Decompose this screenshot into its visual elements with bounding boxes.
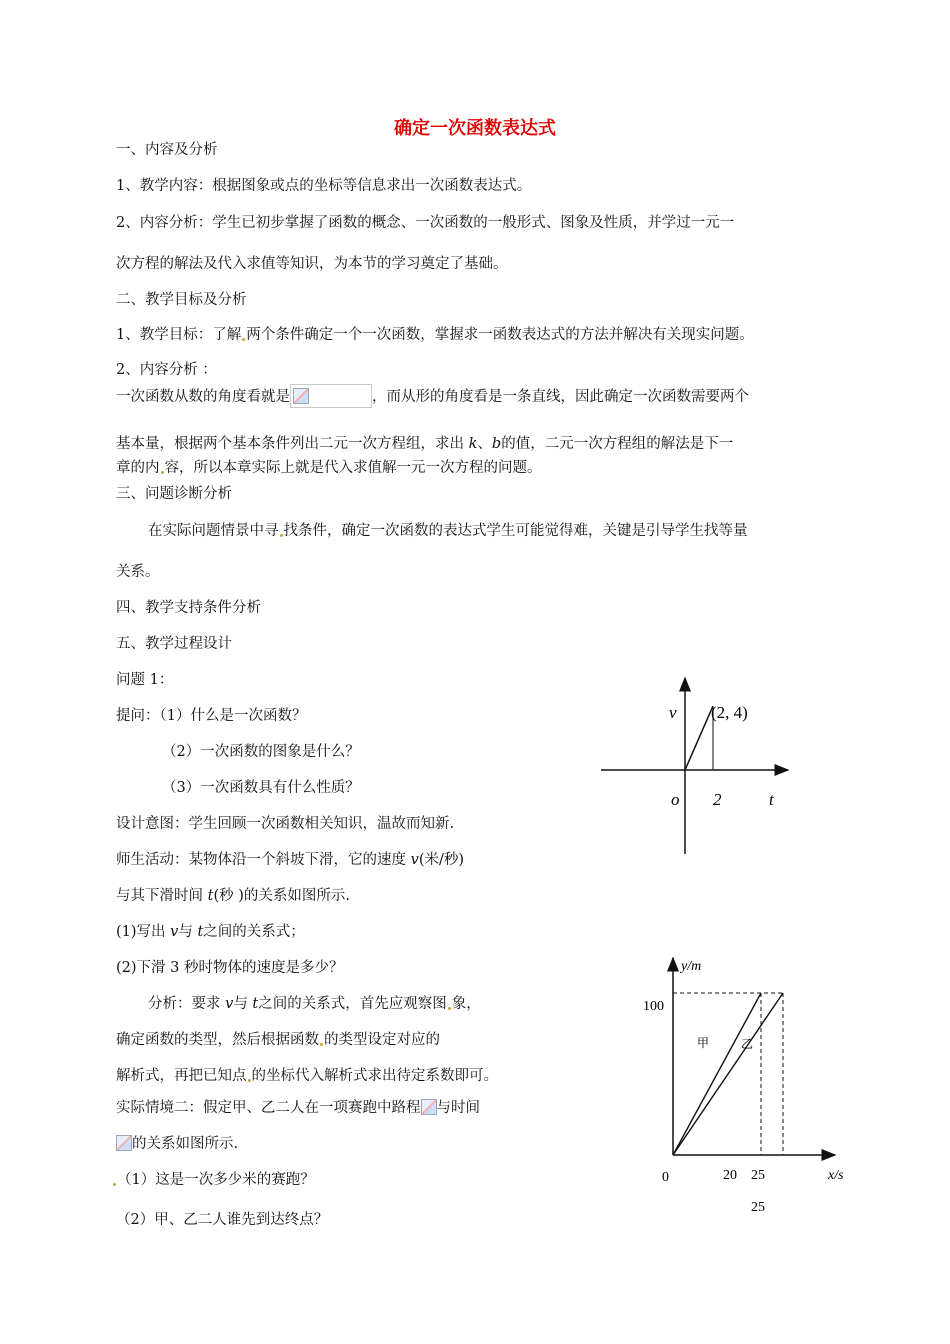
x-tick-label: 20 — [723, 1168, 737, 1183]
mark-dot — [248, 1079, 251, 1082]
paragraph — [116, 1098, 480, 1118]
paragraph — [148, 994, 481, 1014]
mark-dot — [113, 1183, 116, 1186]
paragraph: 设计意图：学生回顾一次函数相关知识，温故而知新. — [116, 816, 455, 832]
y-axis-label: v — [669, 703, 677, 722]
question: 提问：（1）什么是一次函数？ — [116, 708, 307, 724]
mark-dot — [161, 471, 164, 474]
broken-image-icon — [421, 1099, 437, 1115]
series-line — [685, 706, 713, 770]
text: 的值，二元一次方程组的解法是下一 — [501, 436, 734, 452]
text: 一次函数从数的角度看就是 — [116, 389, 290, 405]
paragraph: （2）甲、乙二人谁先到达终点？ — [116, 1212, 329, 1228]
broken-image-icon — [116, 1135, 132, 1151]
text: 两个条件确定一个一次函数，掌握求一函数表达式的方法并解决有关现实问题。 — [246, 327, 754, 343]
text: (秒 )的关系如图所示. — [213, 888, 350, 904]
section-heading-2: 二、教学目标及分析 — [116, 292, 247, 308]
var-t: t — [197, 924, 204, 940]
paragraph: (2)下滑 3 秒时物体的速度是多少？ — [116, 960, 344, 976]
mark-dot — [448, 1007, 451, 1010]
paragraph — [116, 1066, 498, 1086]
text: 之间的关系式； — [203, 924, 305, 940]
text: ，而从形的角度看是一条直线，因此确定一次函数需要两个 — [372, 389, 749, 405]
section-heading-5: 五、教学过程设计 — [116, 636, 232, 652]
mark-dot — [280, 534, 283, 537]
text: 象， — [451, 996, 481, 1012]
x-axis-label: x/s — [828, 1168, 844, 1183]
text: 与 — [233, 996, 253, 1012]
paragraph — [112, 1170, 315, 1190]
text: 的坐标代入解析式求出待定系数即可。 — [251, 1068, 498, 1084]
text: 章的内 — [116, 460, 160, 476]
text: 实际情境二：假定甲、乙二人在一项赛跑中路程 — [116, 1100, 421, 1116]
question: （3）一次函数具有什么性质？ — [162, 780, 360, 796]
paragraph — [116, 922, 305, 942]
paragraph: 2、内容分析：学生已初步掌握了函数的概念、一次函数的一般形式、图象及性质，并学过一元一 — [116, 215, 735, 231]
text: 、 — [477, 436, 492, 452]
paragraph — [116, 850, 464, 870]
formula-image-box — [290, 384, 372, 408]
text: 分析：要求 — [148, 996, 226, 1012]
text: 1、教学目标：了解 — [116, 327, 242, 343]
section-heading-1: 一、内容及分析 — [116, 142, 218, 158]
paragraph: 次方程的解法及代入求值等知识，为本节的学习奠定了基础。 — [116, 256, 508, 272]
mark-dot — [320, 1043, 323, 1046]
text: 解析式，再把已知点 — [116, 1068, 247, 1084]
text: 与其下滑时间 — [116, 888, 208, 904]
text: 容，所以本章实际上就是代入求值解一元一次方程的问题。 — [164, 460, 542, 476]
extra-label: 25 — [751, 1200, 765, 1215]
paragraph: 关系。 — [116, 564, 160, 580]
series-label-yi: 乙 — [741, 1037, 754, 1051]
series-line-jia — [673, 993, 761, 1155]
text: 与 — [178, 924, 198, 940]
x-tick-label: 2 — [713, 790, 722, 809]
question: （2）一次函数的图象是什么？ — [162, 744, 360, 760]
mark-dot — [242, 338, 245, 341]
series-line-yi — [673, 993, 783, 1155]
text: 基本量，根据两个基本条件列出二元一次方程组，求出 — [116, 436, 469, 452]
paragraph — [148, 521, 748, 541]
broken-image-icon — [293, 388, 309, 404]
text: 的类型设定对应的 — [324, 1032, 440, 1048]
var-t: t — [252, 996, 259, 1012]
section-heading-4: 四、教学支持条件分析 — [116, 600, 261, 616]
var-v: v — [170, 924, 179, 940]
var-v: v — [225, 996, 234, 1012]
text: 师生活动：某物体沿一个斜坡下滑，它的速度 — [116, 852, 411, 868]
var-t: t — [207, 888, 214, 904]
y-axis-label: y/m — [681, 959, 702, 974]
paragraph — [116, 384, 749, 408]
paragraph — [116, 1030, 440, 1050]
paragraph — [116, 325, 754, 345]
paragraph — [116, 886, 350, 906]
paragraph — [116, 434, 733, 454]
text: （1）这是一次多少米的赛跑？ — [117, 1172, 315, 1188]
text: (米/秒) — [418, 852, 465, 868]
origin-label: 0 — [662, 1170, 669, 1185]
point-label: (2, 4) — [711, 703, 748, 722]
text: 与时间 — [436, 1100, 480, 1116]
text: 确定函数的类型，然后根据函数 — [116, 1032, 319, 1048]
paragraph: 1、教学内容：根据图象或点的坐标等信息求出一次函数表达式。 — [116, 178, 532, 194]
paragraph — [116, 1134, 238, 1154]
text: (1)写出 — [116, 924, 171, 940]
y-tick-label: 100 — [643, 999, 664, 1014]
x-axis-label: t — [769, 790, 774, 809]
page-title: 确定一次函数表达式 — [394, 118, 556, 139]
text: 在实际问题情景中寻 — [148, 523, 279, 539]
velocity-time-graph — [595, 672, 795, 857]
section-heading-3: 三、问题诊断分析 — [116, 486, 232, 502]
series-label-jia: 甲 — [697, 1036, 710, 1050]
var-b: b — [491, 436, 502, 452]
text: 的关系如图所示. — [132, 1136, 239, 1152]
var-v: v — [410, 852, 419, 868]
text: 找条件，确定一次函数的表达式学生可能觉得难，关键是引导学生找等量 — [283, 523, 748, 539]
x-tick-label: 25 — [751, 1168, 765, 1183]
var-k: k — [468, 436, 478, 452]
race-distance-time-graph — [635, 952, 855, 1215]
paragraph: 2、内容分析 ： — [116, 362, 217, 378]
origin-label: o — [671, 790, 680, 809]
paragraph — [116, 458, 542, 478]
text: 之间的关系式，首先应观察图 — [258, 996, 447, 1012]
question-label: 问题 1： — [116, 672, 174, 688]
